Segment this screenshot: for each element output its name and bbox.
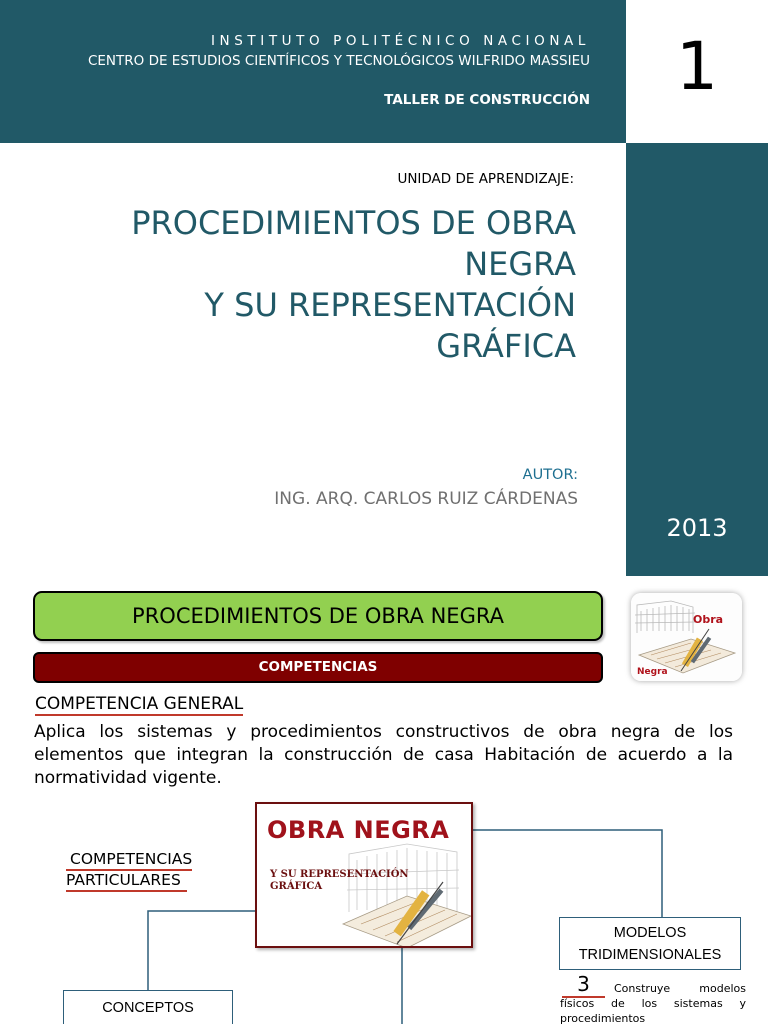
institution-name: INSTITUTO POLITÉCNICO NACIONAL [210,33,590,49]
header-band [0,0,626,143]
unit-label: UNIDAD DE APRENDIZAJE: [397,171,574,187]
competencias-banner: COMPETENCIAS [33,652,603,683]
main-title-line2: Y SU REPRESENTACIÓN GRÁFICA [204,286,576,365]
institution-center: CENTRO DE ESTUDIOS CIENTÍFICOS Y TECNOLÓGICOS WILFRIDO MASSIEU [87,53,590,69]
main-title-line1: PROCEDIMIENTOS DE OBRA NEGRA [131,204,576,283]
particular-line1: COMPETENCIAS [66,850,192,871]
year: 2013 [666,514,728,542]
conceptos-box: CONCEPTOS [63,990,233,1024]
general-competence-text: Aplica los sistemas y procedimientos constructivos de obra negra de los elementos que integran la construcción de casa Habitación de acuerdo a la normatividad vigente. [34,722,733,788]
particular-line2: PARTICULARES [66,871,187,892]
obra-negra-thumbnail [631,593,742,681]
item-3-text: Construye modelos físicos de los sistemas y procedimientos [560,982,746,1024]
item-3-number: 3 [562,972,605,998]
author-label: AUTOR: [522,467,578,483]
thumb-word-negra: Negra [637,667,668,677]
author-name: ING. ARQ. CARLOS RUIZ CÁRDENAS [274,489,578,509]
workshop-name: TALLER DE CONSTRUCCIÓN [384,92,590,108]
blueprint-illustration-icon [631,593,742,681]
book-subtitle [270,869,409,893]
modelos-line1: MODELOS [613,925,687,941]
side-band [626,143,768,576]
page-number: 1 [626,0,768,143]
book-subtitle-line2: GRÁFICA [270,881,323,892]
general-competence-heading: COMPETENCIA GENERAL [35,694,244,714]
book-subtitle-line1: Y SU REPRESENTACIÓN [270,869,409,880]
obra-negra-book-cover [255,802,473,948]
main-title [56,203,576,367]
section-banner: PROCEDIMIENTOS DE OBRA NEGRA [33,591,603,641]
thumb-word-obra: Obra [693,613,724,626]
book-title: OBRA NEGRA [267,816,450,844]
modelos-tridimensionales-box [559,917,741,970]
particular-competences-label [66,850,192,892]
modelos-line2: TRIDIMENSIONALES [578,947,722,963]
